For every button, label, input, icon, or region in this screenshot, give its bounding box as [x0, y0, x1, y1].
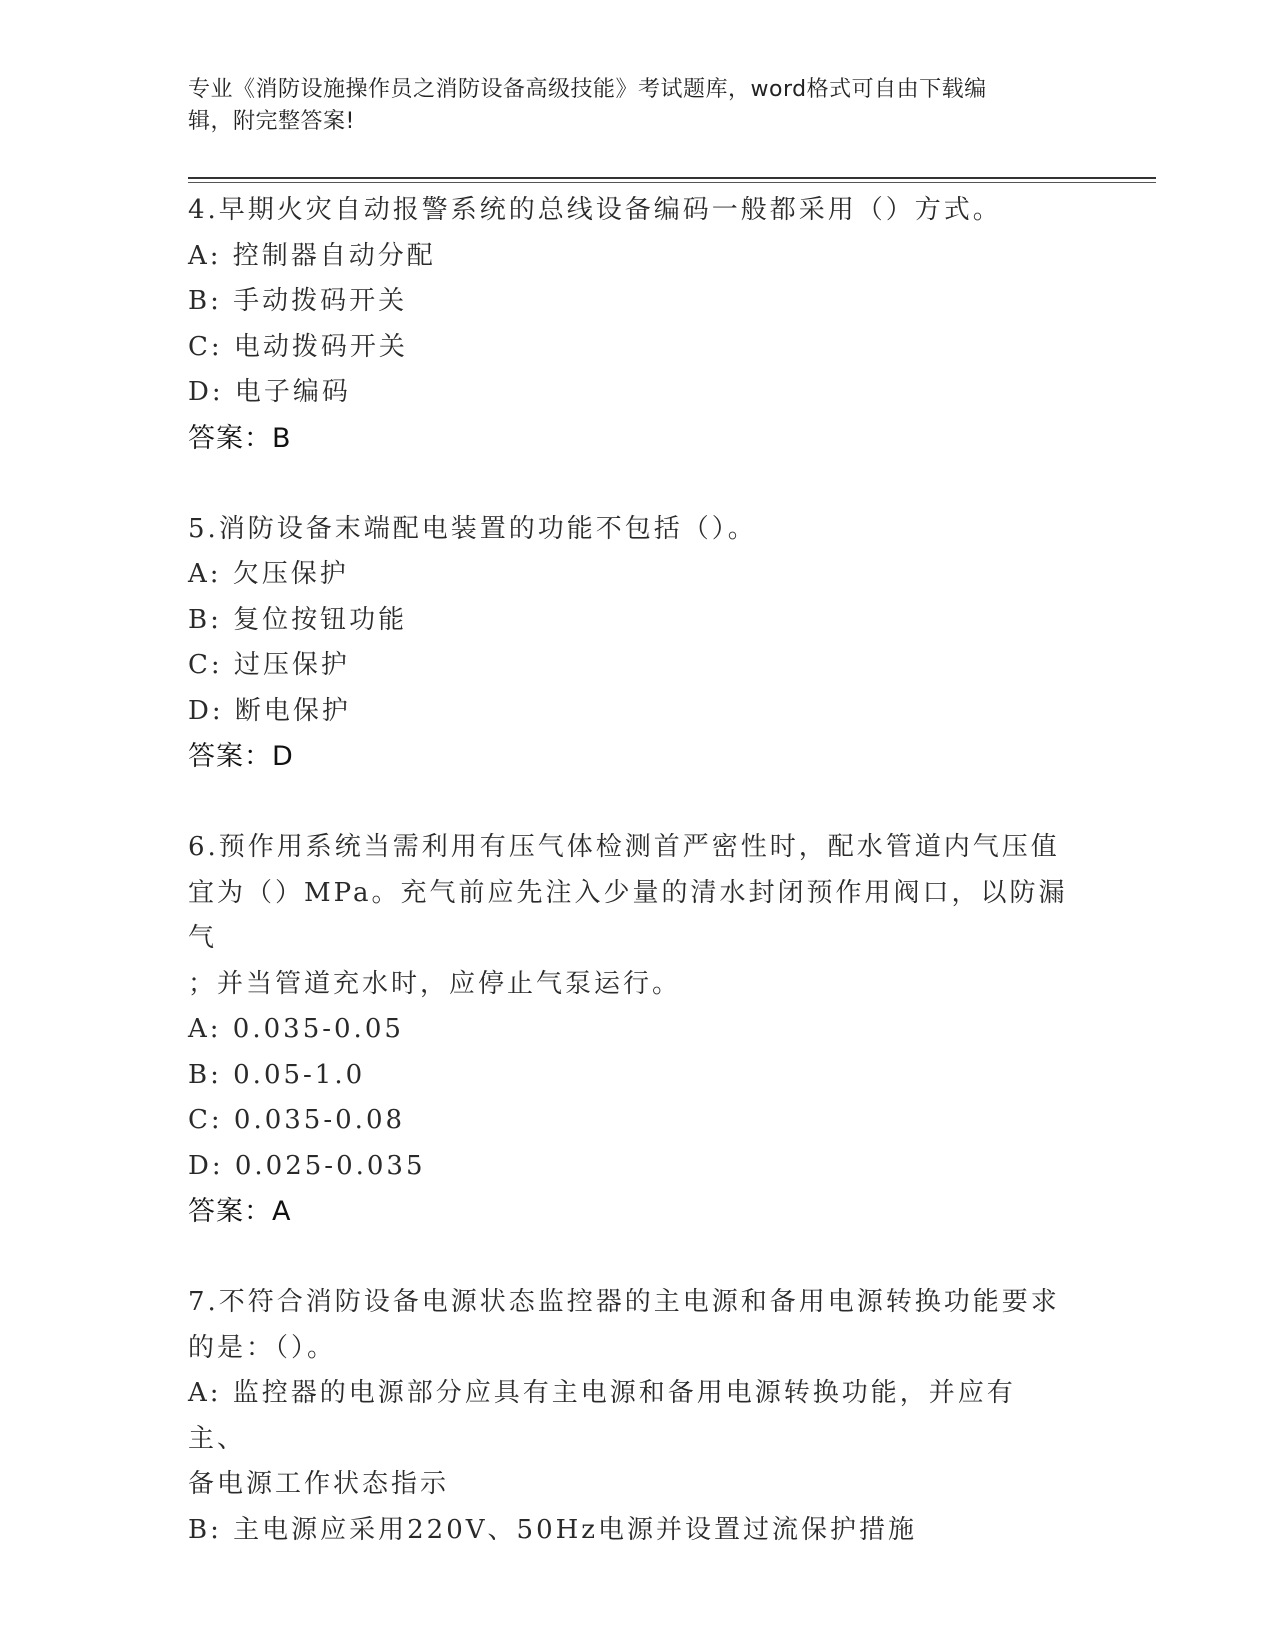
spacer: [188, 780, 1068, 826]
option-b: B: 手动拨码开关: [188, 286, 408, 316]
option-c: C: 过压保护: [188, 650, 350, 680]
option-b: B: 主电源应采用220V、50Hz电源并设置过流保护措施: [188, 1514, 917, 1545]
answer-label: 答案：D: [188, 741, 294, 772]
option-c: C: 电动拨码开关: [188, 331, 408, 362]
question-list: [188, 188, 1068, 1553]
document-header: [188, 74, 1078, 138]
question-stem-line-1: 7.不符合消防设备电源状态监控器的主电源和备用电源转换功能要求: [188, 1287, 1060, 1317]
option-a: A: 监控器的电源部分应具有主电源和备用电源转换功能，并应有主、: [188, 1378, 1016, 1454]
header-divider-thin: [188, 182, 1156, 183]
header-line-2: 辑，附完整答案!: [188, 109, 355, 134]
option-d: D: 断电保护: [188, 695, 351, 726]
question-stem-line-2: 宜为（）MPa。充气前应先注入少量的清水封闭预作用阀口，以防漏气: [188, 877, 1068, 953]
header-divider: [188, 177, 1156, 179]
option-a-continued: 备电源工作状态指示: [188, 1469, 450, 1499]
spacer: [188, 1235, 1068, 1281]
option-b: B: 0.05-1.0: [188, 1059, 366, 1090]
option-d: D: 0.025-0.035: [188, 1150, 426, 1181]
question-stem: 4.早期火灾自动报警系统的总线设备编码一般都采用（）方式。: [188, 195, 1002, 225]
question-7: [188, 1280, 1068, 1553]
option-a: A: 欠压保护: [188, 559, 349, 589]
question-stem-line-1: 6.预作用系统当需利用有压气体检测首严密性时，配水管道内气压值: [188, 832, 1060, 862]
answer-label: 答案：B: [188, 422, 292, 454]
question-6: [188, 825, 1068, 1235]
question-stem: 5.消防设备末端配电装置的功能不包括（）。: [188, 513, 757, 544]
question-stem-line-3: ；并当管道充水时，应停止气泵运行。: [188, 968, 682, 999]
question-stem-line-2: 的是：（）。: [188, 1332, 337, 1363]
option-c: C: 0.035-0.08: [188, 1105, 406, 1135]
option-a: A: 控制器自动分配: [188, 240, 436, 271]
answer-label: 答案：A: [188, 1196, 292, 1227]
spacer: [188, 461, 1068, 507]
option-d: D: 电子编码: [188, 377, 351, 407]
question-4: [188, 188, 1068, 461]
question-5: [188, 507, 1068, 780]
option-b: B: 复位按钮功能: [188, 604, 408, 635]
header-line-1: 专业《消防设施操作员之消防设备高级技能》考试题库，word格式可自由下载编: [188, 77, 987, 102]
option-a: A: 0.035-0.05: [188, 1014, 404, 1044]
